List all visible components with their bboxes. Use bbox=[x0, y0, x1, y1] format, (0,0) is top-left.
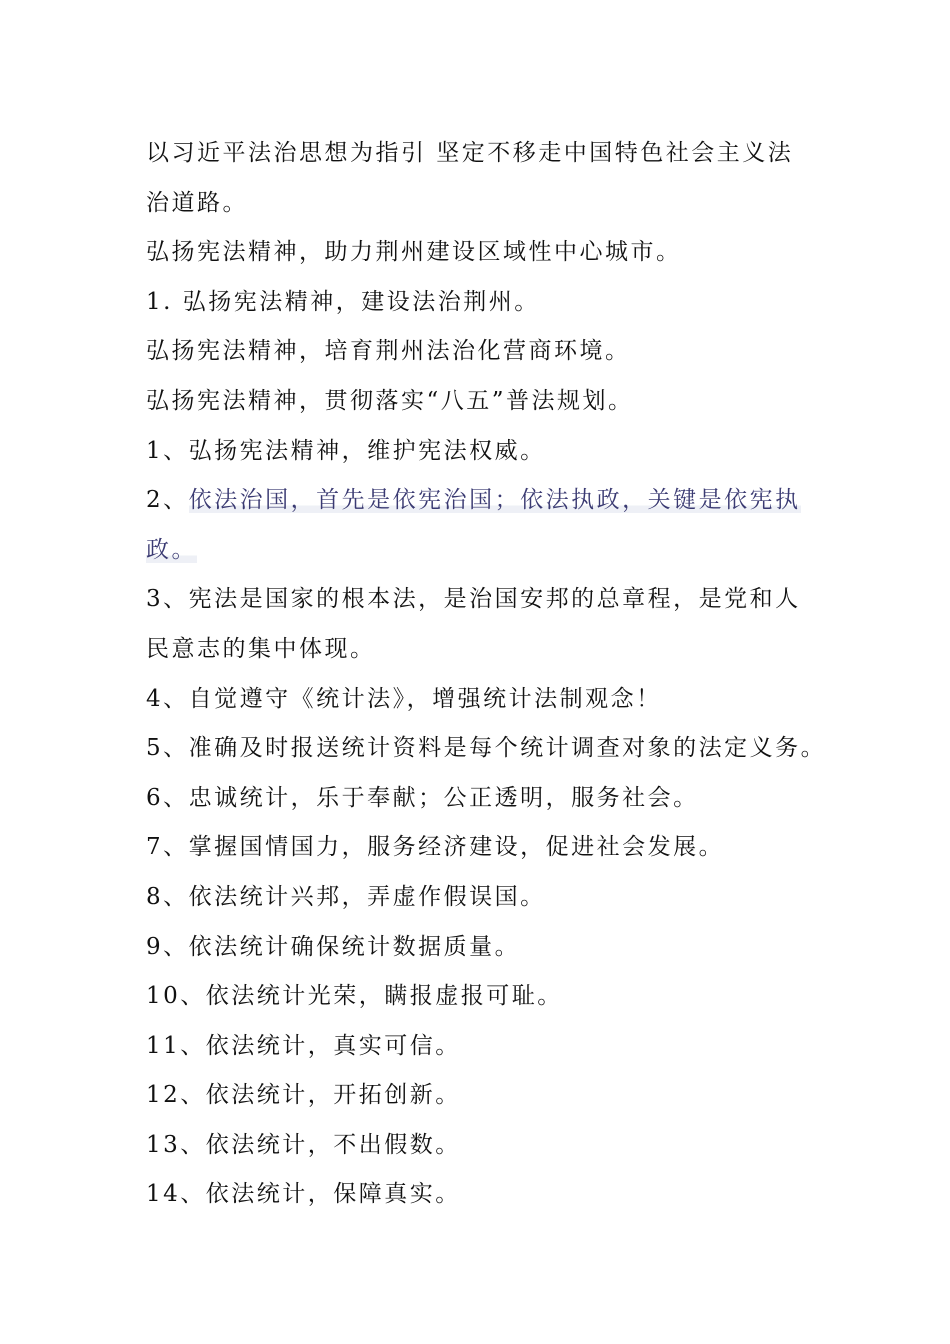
text-line-4: 1. 弘扬宪法精神，建设法治荆州。 bbox=[146, 288, 540, 315]
text-line-11: 民意志的集中体现。 bbox=[146, 635, 376, 662]
text-line-15: 7、掌握国情国力，服务经济建设，促进社会发展。 bbox=[146, 834, 725, 861]
text-line-22: 14、依法统计，保障真实。 bbox=[146, 1181, 461, 1208]
document-body bbox=[146, 129, 827, 1220]
text-line-21: 13、依法统计，不出假数。 bbox=[146, 1131, 461, 1158]
text-line-17: 9、依法统计确保统计数据质量。 bbox=[146, 933, 521, 960]
text-line-8 bbox=[146, 476, 814, 526]
text-line-7: 1、弘扬宪法精神，维护宪法权威。 bbox=[146, 437, 546, 464]
highlighted-text: 依法治国，首先是依宪治国；依法执政，关键是依宪执 bbox=[188, 487, 801, 514]
text-line-20: 12、依法统计，开拓创新。 bbox=[146, 1082, 461, 1109]
text-line-18: 10、依法统计光荣，瞒报虚报可耻。 bbox=[146, 983, 563, 1010]
text-line-14: 6、忠诚统计，乐于奉献；公正透明，服务社会。 bbox=[146, 784, 699, 811]
text-line-10: 3、宪法是国家的根本法，是治国安邦的总章程，是党和人 bbox=[146, 586, 801, 613]
text-line-12: 4、自觉遵守《统计法》，增强统计法制观念！ bbox=[146, 685, 662, 712]
text-line-1: 以习近平法治思想为指引 坚定不移走中国特色社会主义法 bbox=[146, 140, 794, 166]
text-line-19: 11、依法统计，真实可信。 bbox=[146, 1032, 461, 1059]
text-line-13: 5、准确及时报送统计资料是每个统计调查对象的法定义务。 bbox=[146, 735, 827, 762]
text-line-16: 8、依法统计兴邦，弄虚作假误国。 bbox=[146, 883, 546, 910]
text-line-5: 弘扬宪法精神，培育荆州法治化营商环境。 bbox=[146, 338, 631, 365]
text-line-9 bbox=[146, 526, 814, 576]
highlighted-text: 政。 bbox=[146, 536, 197, 563]
list-number: 2、 bbox=[146, 487, 189, 514]
text-line-3: 弘扬宪法精神，助力荆州建设区域性中心城市。 bbox=[146, 239, 682, 266]
text-line-6: 弘扬宪法精神，贯彻落实“八五”普法规划。 bbox=[146, 387, 634, 414]
text-line-2: 治道路。 bbox=[146, 189, 248, 216]
